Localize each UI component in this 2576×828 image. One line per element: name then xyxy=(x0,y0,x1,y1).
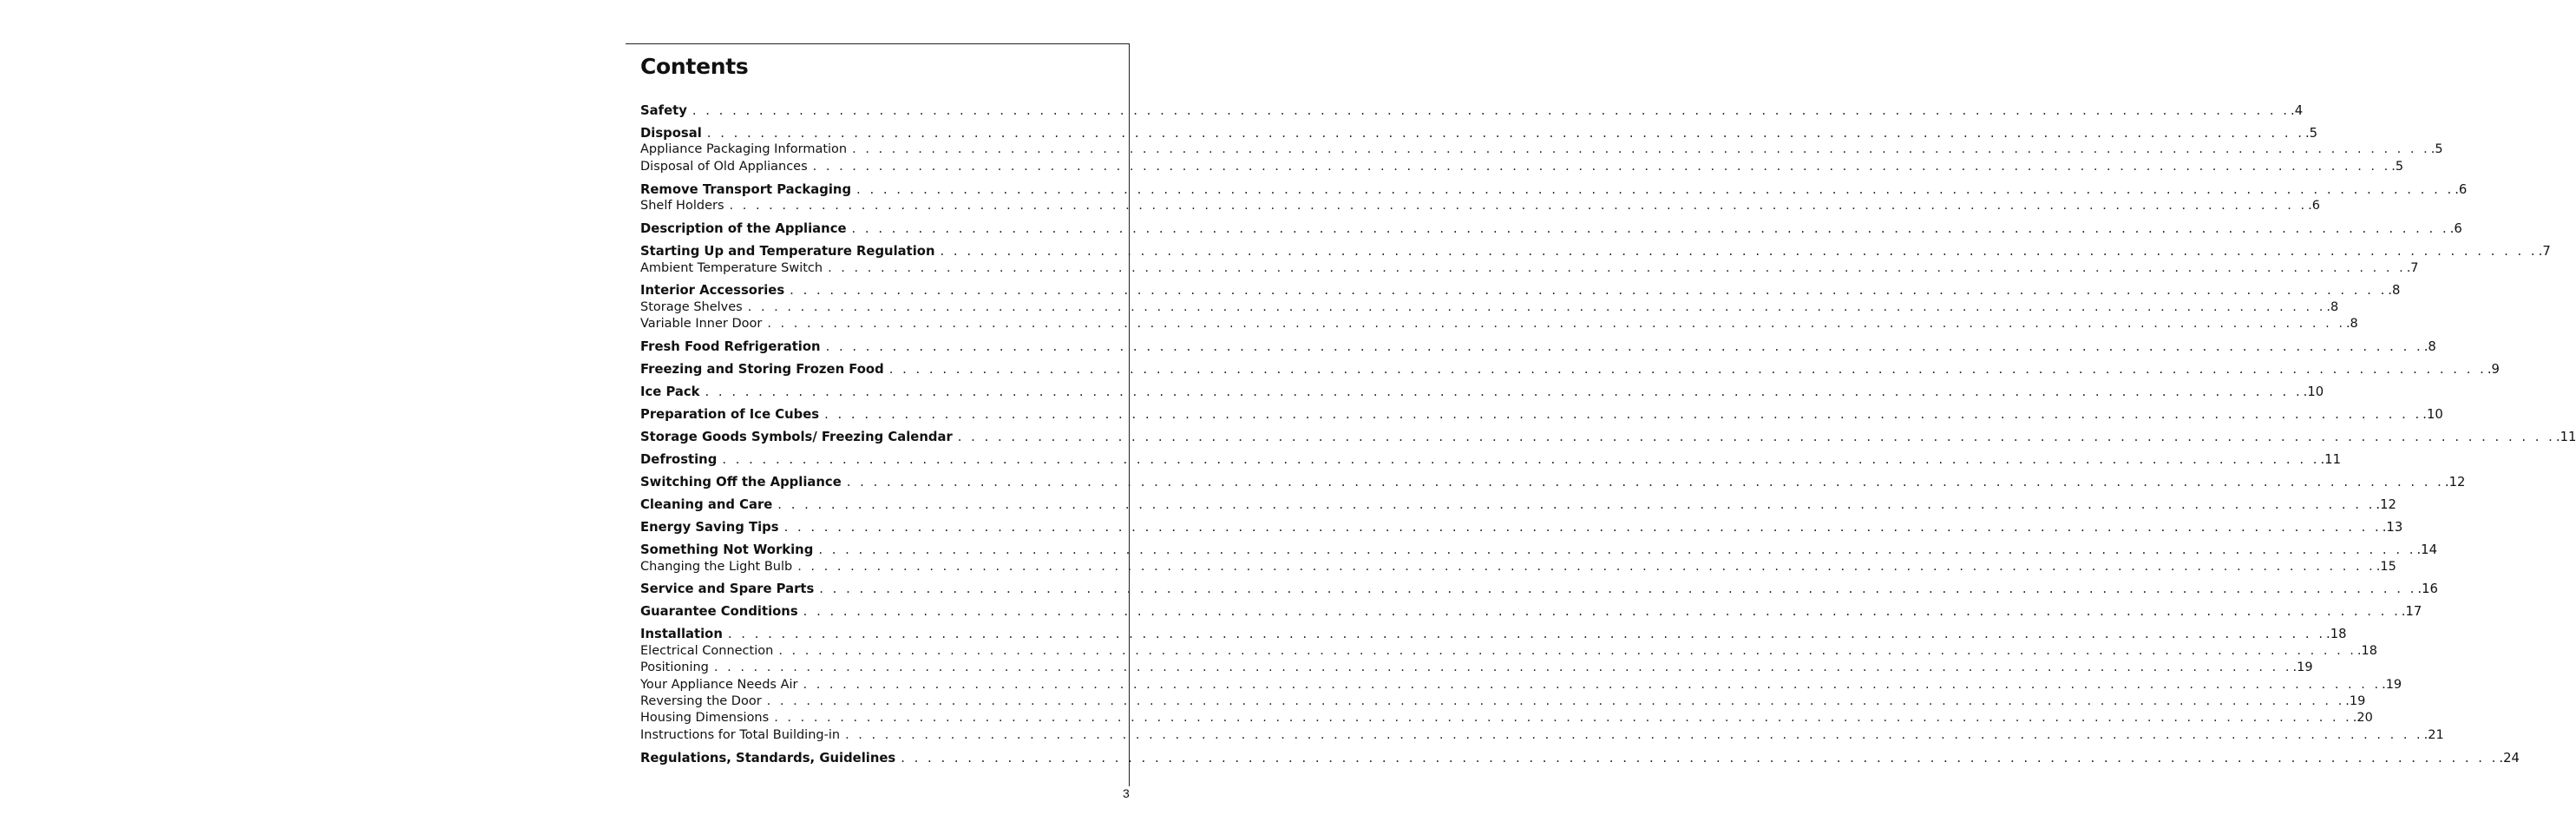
toc-entry xyxy=(640,125,2318,141)
toc-entry-label: Installation xyxy=(640,627,723,642)
toc-subentry xyxy=(640,693,2366,710)
toc-entry-page: .17 xyxy=(2401,604,2422,620)
toc-entry-label: Something Not Working xyxy=(640,542,814,558)
toc-subentry xyxy=(640,710,2373,726)
toc-entry-label: Your Appliance Needs Air xyxy=(640,677,798,692)
toc-entry-label: Safety xyxy=(640,103,687,118)
toc-entry-label: Fresh Food Refrigeration xyxy=(640,339,821,355)
toc-entry-page: .6 xyxy=(2308,199,2320,214)
dot-leader: . . . . . . . . . . . . . . . . . . . . . . . . . . . . . . . . . . . . . . . . . . . . . . . . . . . . . . . . . . . . . . . . . . . . . . . . . . . . . . . . . . . . . . . . . . . . . . . . . . . . . . . . . . . . . . . . . . . . . . . . xyxy=(845,727,2423,742)
toc-entry-label: Storage Goods Symbols/ Freezing Calendar xyxy=(640,430,953,445)
toc-entry-page: .21 xyxy=(2423,727,2444,742)
toc-subentry xyxy=(640,660,2313,676)
toc-entry-label: Switching Off the Appliance xyxy=(640,475,842,490)
toc-entry-page: .19 xyxy=(2382,677,2402,692)
dot-leader: . . . . . . . . . . . . . . . . . . . . . . . . . . . . . . . . . . . . . . . . . . . . . . . . . . . . . . . . . . . . . . . . . . . . . . . . . . . . . . . . . . . . . . . . . . . . . . . . . . . . . . . . . . . . . . . . . . . . . . . . xyxy=(778,643,2356,658)
toc-subentry xyxy=(640,727,2444,744)
toc-entry-label: Storage Shelves xyxy=(640,299,743,314)
toc-entry-label: Interior Accessories xyxy=(640,283,785,299)
dot-leader: . . . . . . . . . . . . . . . . . . . . . . . . . . . . . . . . . . . . . . . . . . . . . . . . . . . . . . . . . . . . . . . . . . . . . . . . . . . . . . . . . . . . . . . . . . . . . . . . . . . . . . . . . . . . . . . . . . . . . . . . xyxy=(766,694,2345,709)
toc-entry xyxy=(640,519,2403,536)
toc-entry-label: Disposal of Old Appliances xyxy=(640,159,808,174)
toc-entry-label: Electrical Connection xyxy=(640,643,774,658)
dot-leader: . . . . . . . . . . . . . . . . . . . . . . . . . . . . . . . . . . . . . . . . . . . . . . . . . . . . . . . . . . . . . . . . . . . . . . . . . . . . . . . . . . . . . . . . . . . . . . . . . . . . . . . . . . . . . . . . . . . . . . . . xyxy=(940,244,2538,260)
toc-entry-label: Shelf Holders xyxy=(640,199,724,214)
toc-entry-page: .16 xyxy=(2417,582,2438,597)
toc-entry-label: Reversing the Door xyxy=(640,694,762,709)
table-of-contents xyxy=(640,102,2576,766)
dot-leader: . . . . . . . . . . . . . . . . . . . . . . . . . . . . . . . . . . . . . . . . . . . . . . . . . . . . . . . . . . . . . . . . . . . . . . . . . . . . . . . . . . . . . . . . . . . . . . . . . . . . . . . . . . . . . . . . . . . . . . . . xyxy=(901,750,2499,766)
toc-entry-label: Appliance Packaging Information xyxy=(640,142,848,157)
dot-leader: . . . . . . . . . . . . . . . . . . . . . . . . . . . . . . . . . . . . . . . . . . . . . . . . . . . . . . . . . . . . . . . . . . . . . . . . . . . . . . . . . . . . . . . . . . . . . . . . . . . . . . . . . . . . . . . . . . . . . . . . xyxy=(706,125,2304,141)
dot-leader: . . . . . . . . . . . . . . . . . . . . . . . . . . . . . . . . . . . . . . . . . . . . . . . . . . . . . . . . . . . . . . . . . . . . . . . . . . . . . . . . . . . . . . . . . . . . . . . . . . . . . . . . . . . . . . . . . . . . . . . . xyxy=(747,299,2326,314)
toc-entry-label: Starting Up and Temperature Regulation xyxy=(640,244,935,260)
toc-entry-page: .20 xyxy=(2352,711,2373,726)
toc-entry-page: .6 xyxy=(2455,181,2468,197)
dot-leader: . . . . . . . . . . . . . . . . . . . . . . . . . . . . . . . . . . . . . . . . . . . . . . . . . . . . . . . . . . . . . . . . . . . . . . . . . . . . . . . . . . . . . . . . . . . . . . . . . . . . . . . . . . . . . . . . . . . . . . . . xyxy=(729,199,2308,214)
toc-entry-label: Guarantee Conditions xyxy=(640,604,798,620)
dot-leader: . . . . . . . . . . . . . . . . . . . . . . . . . . . . . . . . . . . . . . . . . . . . . . . . . . . . . . . . . . . . . . . . . . . . . . . . . . . . . . . . . . . . . . . . . . . . . . . . . . . . . . . . . . . . . . . . . . . . . . . . xyxy=(692,103,2290,118)
toc-entry-label: Remove Transport Packaging xyxy=(640,181,852,197)
dot-leader: . . . . . . . . . . . . . . . . . . . . . . . . . . . . . . . . . . . . . . . . . . . . . . . . . . . . . . . . . . . . . . . . . . . . . . . . . . . . . . . . . . . . . . . . . . . . . . . . . . . . . . . . . . . . . . . . . . . . . . . . xyxy=(722,452,2320,468)
toc-entry-label: Housing Dimensions xyxy=(640,711,770,726)
toc-entry-label: Ambient Temperature Switch xyxy=(640,260,823,275)
toc-entry-page: .12 xyxy=(2376,497,2396,513)
dot-leader: . . . . . . . . . . . . . . . . . . . . . . . . . . . . . . . . . . . . . . . . . . . . . . . . . . . . . . . . . . . . . . . . . . . . . . . . . . . . . . . . . . . . . . . . . . . . . . . . . . . . . . . . . . . . . . . . . . . . . . . . xyxy=(851,221,2449,237)
toc-subentry xyxy=(640,316,2358,332)
toc-entry-page: .6 xyxy=(2449,221,2462,237)
toc-entry-label: Changing the Light Bulb xyxy=(640,559,793,574)
toc-entry-label: Ice Pack xyxy=(640,384,700,400)
dot-leader: . . . . . . . . . . . . . . . . . . . . . . . . . . . . . . . . . . . . . . . . . . . . . . . . . . . . . . . . . . . . . . . . . . . . . . . . . . . . . . . . . . . . . . . . . . . . . . . . . . . . . . . . . . . . . . . . . . . . . . . . xyxy=(705,384,2303,400)
toc-entry xyxy=(640,282,2401,299)
toc-entry xyxy=(640,406,2443,423)
toc-entry-label: Service and Spare Parts xyxy=(640,582,815,597)
toc-entry xyxy=(640,496,2396,513)
toc-entry-page: .13 xyxy=(2382,520,2403,536)
dot-leader: . . . . . . . . . . . . . . . . . . . . . . . . . . . . . . . . . . . . . . . . . . . . . . . . . . . . . . . . . . . . . . . . . . . . . . . . . . . . . . . . . . . . . . . . . . . . . . . . . . . . . . . . . . . . . . . . . . . . . . . . xyxy=(828,260,2406,275)
toc-entry xyxy=(640,429,2576,445)
dot-leader: . . . . . . . . . . . . . . . . . . . . . . . . . . . . . . . . . . . . . . . . . . . . . . . . . . . . . . . . . . . . . . . . . . . . . . . . . . . . . . . . . . . . . . . . . . . . . . . . . . . . . . . . . . . . . . . . . . . . . . . . xyxy=(803,677,2382,692)
toc-entry-page: .15 xyxy=(2376,559,2396,574)
toc-entry-page: .5 xyxy=(2304,125,2318,141)
dot-leader: . . . . . . . . . . . . . . . . . . . . . . . . . . . . . . . . . . . . . . . . . . . . . . . . . . . . . . . . . . . . . . . . . . . . . . . . . . . . . . . . . . . . . . . . . . . . . . . . . . . . . . . . . . . . . . . . . . . . . . . . xyxy=(777,497,2376,513)
toc-entry-page: .4 xyxy=(2290,103,2304,118)
dot-leader: . . . . . . . . . . . . . . . . . . . . . . . . . . . . . . . . . . . . . . . . . . . . . . . . . . . . . . . . . . . . . . . . . . . . . . . . . . . . . . . . . . . . . . . . . . . . . . . . . . . . . . . . . . . . . . . . . . . . . . . . xyxy=(824,407,2422,423)
toc-entry-page: .18 xyxy=(2356,643,2377,658)
dot-leader: . . . . . . . . . . . . . . . . . . . . . . . . . . . . . . . . . . . . . . . . . . . . . . . . . . . . . . . . . . . . . . . . . . . . . . . . . . . . . . . . . . . . . . . . . . . . . . . . . . . . . . . . . . . . . . . . . . . . . . . . xyxy=(790,283,2388,299)
page-title: Contents xyxy=(640,54,749,79)
dot-leader: . . . . . . . . . . . . . . . . . . . . . . . . . . . . . . . . . . . . . . . . . . . . . . . . . . . . . . . . . . . . . . . . . . . . . . . . . . . . . . . . . . . . . . . . . . . . . . . . . . . . . . . . . . . . . . . . . . . . . . . . xyxy=(774,711,2352,726)
toc-subentry xyxy=(640,141,2443,158)
dot-leader: . . . . . . . . . . . . . . . . . . . . . . . . . . . . . . . . . . . . . . . . . . . . . . . . . . . . . . . . . . . . . . . . . . . . . . . . . . . . . . . . . . . . . . . . . . . . . . . . . . . . . . . . . . . . . . . . . . . . . . . . xyxy=(846,475,2444,490)
toc-entry xyxy=(640,603,2422,620)
toc-entry-label: Freezing and Storing Frozen Food xyxy=(640,362,884,378)
dot-leader: . . . . . . . . . . . . . . . . . . . . . . . . . . . . . . . . . . . . . . . . . . . . . . . . . . . . . . . . . . . . . . . . . . . . . . . . . . . . . . . . . . . . . . . . . . . . . . . . . . . . . . . . . . . . . . . . . . . . . . . . xyxy=(767,317,2345,332)
toc-subentry xyxy=(640,677,2402,693)
toc-entry xyxy=(640,474,2466,490)
dot-leader: . . . . . . . . . . . . . . . . . . . . . . . . . . . . . . . . . . . . . . . . . . . . . . . . . . . . . . . . . . . . . . . . . . . . . . . . . . . . . . . . . . . . . . . . . . . . . . . . . . . . . . . . . . . . . . . . . . . . . . . . xyxy=(783,520,2382,536)
toc-entry-page: .8 xyxy=(2388,283,2401,299)
toc-entry-page: .18 xyxy=(2326,627,2347,642)
toc-entry-page: .11 xyxy=(2320,452,2341,468)
toc-entry-page: .5 xyxy=(2391,159,2404,174)
toc-subentry xyxy=(640,643,2377,660)
toc-entry xyxy=(640,626,2347,642)
toc-entry-label: Positioning xyxy=(640,660,709,675)
toc-entry-page: .7 xyxy=(2538,244,2551,260)
toc-entry-page: .11 xyxy=(2555,430,2576,445)
toc-entry-label: Variable Inner Door xyxy=(640,317,763,332)
toc-entry-page: .10 xyxy=(2422,407,2443,423)
dot-leader: . . . . . . . . . . . . . . . . . . . . . . . . . . . . . . . . . . . . . . . . . . . . . . . . . . . . . . . . . . . . . . . . . . . . . . . . . . . . . . . . . . . . . . . . . . . . . . . . . . . . . . . . . . . . . . . . . . . . . . . . xyxy=(852,142,2430,157)
toc-subentry xyxy=(640,260,2419,277)
dot-leader: . . . . . . . . . . . . . . . . . . . . . . . . . . . . . . . . . . . . . . . . . . . . . . . . . . . . . . . . . . . . . . . . . . . . . . . . . . . . . . . . . . . . . . . . . . . . . . . . . . . . . . . . . . . . . . . . . . . . . . . . xyxy=(812,159,2391,174)
toc-entry xyxy=(640,384,2324,400)
dot-leader: . . . . . . . . . . . . . . . . . . . . . . . . . . . . . . . . . . . . . . . . . . . . . . . . . . . . . . . . . . . . . . . . . . . . . . . . . . . . . . . . . . . . . . . . . . . . . . . . . . . . . . . . . . . . . . . . . . . . . . . . xyxy=(957,430,2555,445)
toc-subentry xyxy=(640,198,2320,214)
toc-entry-label: Preparation of Ice Cubes xyxy=(640,407,820,423)
toc-entry-page: .8 xyxy=(2326,299,2339,314)
page-number: 3 xyxy=(1123,786,1130,800)
toc-entry xyxy=(640,581,2438,597)
toc-entry xyxy=(640,220,2462,237)
dot-leader: . . . . . . . . . . . . . . . . . . . . . . . . . . . . . . . . . . . . . . . . . . . . . . . . . . . . . . . . . . . . . . . . . . . . . . . . . . . . . . . . . . . . . . . . . . . . . . . . . . . . . . . . . . . . . . . . . . . . . . . . xyxy=(727,627,2326,642)
toc-entry-label: Description of the Appliance xyxy=(640,221,847,237)
toc-entry-page: .9 xyxy=(2487,362,2500,378)
toc-entry xyxy=(640,542,2437,558)
toc-entry-page: .8 xyxy=(2423,339,2436,355)
toc-subentry xyxy=(640,299,2339,316)
dot-leader: . . . . . . . . . . . . . . . . . . . . . . . . . . . . . . . . . . . . . . . . . . . . . . . . . . . . . . . . . . . . . . . . . . . . . . . . . . . . . . . . . . . . . . . . . . . . . . . . . . . . . . . . . . . . . . . . . . . . . . . . xyxy=(713,660,2292,675)
toc-entry-label: Disposal xyxy=(640,125,702,141)
toc-entry xyxy=(640,361,2500,378)
toc-entry-label: Cleaning and Care xyxy=(640,497,773,513)
toc-entry xyxy=(640,102,2304,119)
toc-entry-page: .8 xyxy=(2345,317,2358,332)
toc-entry-page: .19 xyxy=(2345,694,2366,709)
dot-leader: . . . . . . . . . . . . . . . . . . . . . . . . . . . . . . . . . . . . . . . . . . . . . . . . . . . . . . . . . . . . . . . . . . . . . . . . . . . . . . . . . . . . . . . . . . . . . . . . . . . . . . . . . . . . . . . . . . . . . . . . xyxy=(856,181,2455,197)
toc-entry-page: .24 xyxy=(2499,750,2520,766)
toc-entry-page: .10 xyxy=(2303,384,2324,400)
toc-subentry xyxy=(640,559,2396,575)
toc-entry-page: .14 xyxy=(2416,542,2437,558)
toc-entry-label: Regulations, Standards, Guidelines xyxy=(640,750,896,766)
dot-leader: . . . . . . . . . . . . . . . . . . . . . . . . . . . . . . . . . . . . . . . . . . . . . . . . . . . . . . . . . . . . . . . . . . . . . . . . . . . . . . . . . . . . . . . . . . . . . . . . . . . . . . . . . . . . . . . . . . . . . . . . xyxy=(819,582,2417,597)
toc-entry xyxy=(640,181,2468,198)
dot-leader: . . . . . . . . . . . . . . . . . . . . . . . . . . . . . . . . . . . . . . . . . . . . . . . . . . . . . . . . . . . . . . . . . . . . . . . . . . . . . . . . . . . . . . . . . . . . . . . . . . . . . . . . . . . . . . . . . . . . . . . . xyxy=(888,362,2487,378)
toc-entry xyxy=(640,451,2341,468)
toc-entry-label: Instructions for Total Building-in xyxy=(640,727,841,742)
toc-entry-page: .12 xyxy=(2444,475,2466,490)
dot-leader: . . . . . . . . . . . . . . . . . . . . . . . . . . . . . . . . . . . . . . . . . . . . . . . . . . . . . . . . . . . . . . . . . . . . . . . . . . . . . . . . . . . . . . . . . . . . . . . . . . . . . . . . . . . . . . . . . . . . . . . . xyxy=(825,339,2423,355)
toc-subentry xyxy=(640,159,2404,175)
toc-entry-label: Defrosting xyxy=(640,452,718,468)
toc-entry-page: .19 xyxy=(2292,660,2313,675)
toc-entry xyxy=(640,338,2436,355)
toc-entry-page: .7 xyxy=(2406,260,2419,275)
toc-entry-page: .5 xyxy=(2430,142,2443,157)
toc-entry-label: Energy Saving Tips xyxy=(640,520,779,536)
toc-entry xyxy=(640,750,2520,766)
dot-leader: . . . . . . . . . . . . . . . . . . . . . . . . . . . . . . . . . . . . . . . . . . . . . . . . . . . . . . . . . . . . . . . . . . . . . . . . . . . . . . . . . . . . . . . . . . . . . . . . . . . . . . . . . . . . . . . . . . . . . . . . xyxy=(797,559,2376,574)
dot-leader: . . . . . . . . . . . . . . . . . . . . . . . . . . . . . . . . . . . . . . . . . . . . . . . . . . . . . . . . . . . . . . . . . . . . . . . . . . . . . . . . . . . . . . . . . . . . . . . . . . . . . . . . . . . . . . . . . . . . . . . . xyxy=(818,542,2416,558)
toc-entry xyxy=(640,243,2551,260)
dot-leader: . . . . . . . . . . . . . . . . . . . . . . . . . . . . . . . . . . . . . . . . . . . . . . . . . . . . . . . . . . . . . . . . . . . . . . . . . . . . . . . . . . . . . . . . . . . . . . . . . . . . . . . . . . . . . . . . . . . . . . . . xyxy=(803,604,2401,620)
